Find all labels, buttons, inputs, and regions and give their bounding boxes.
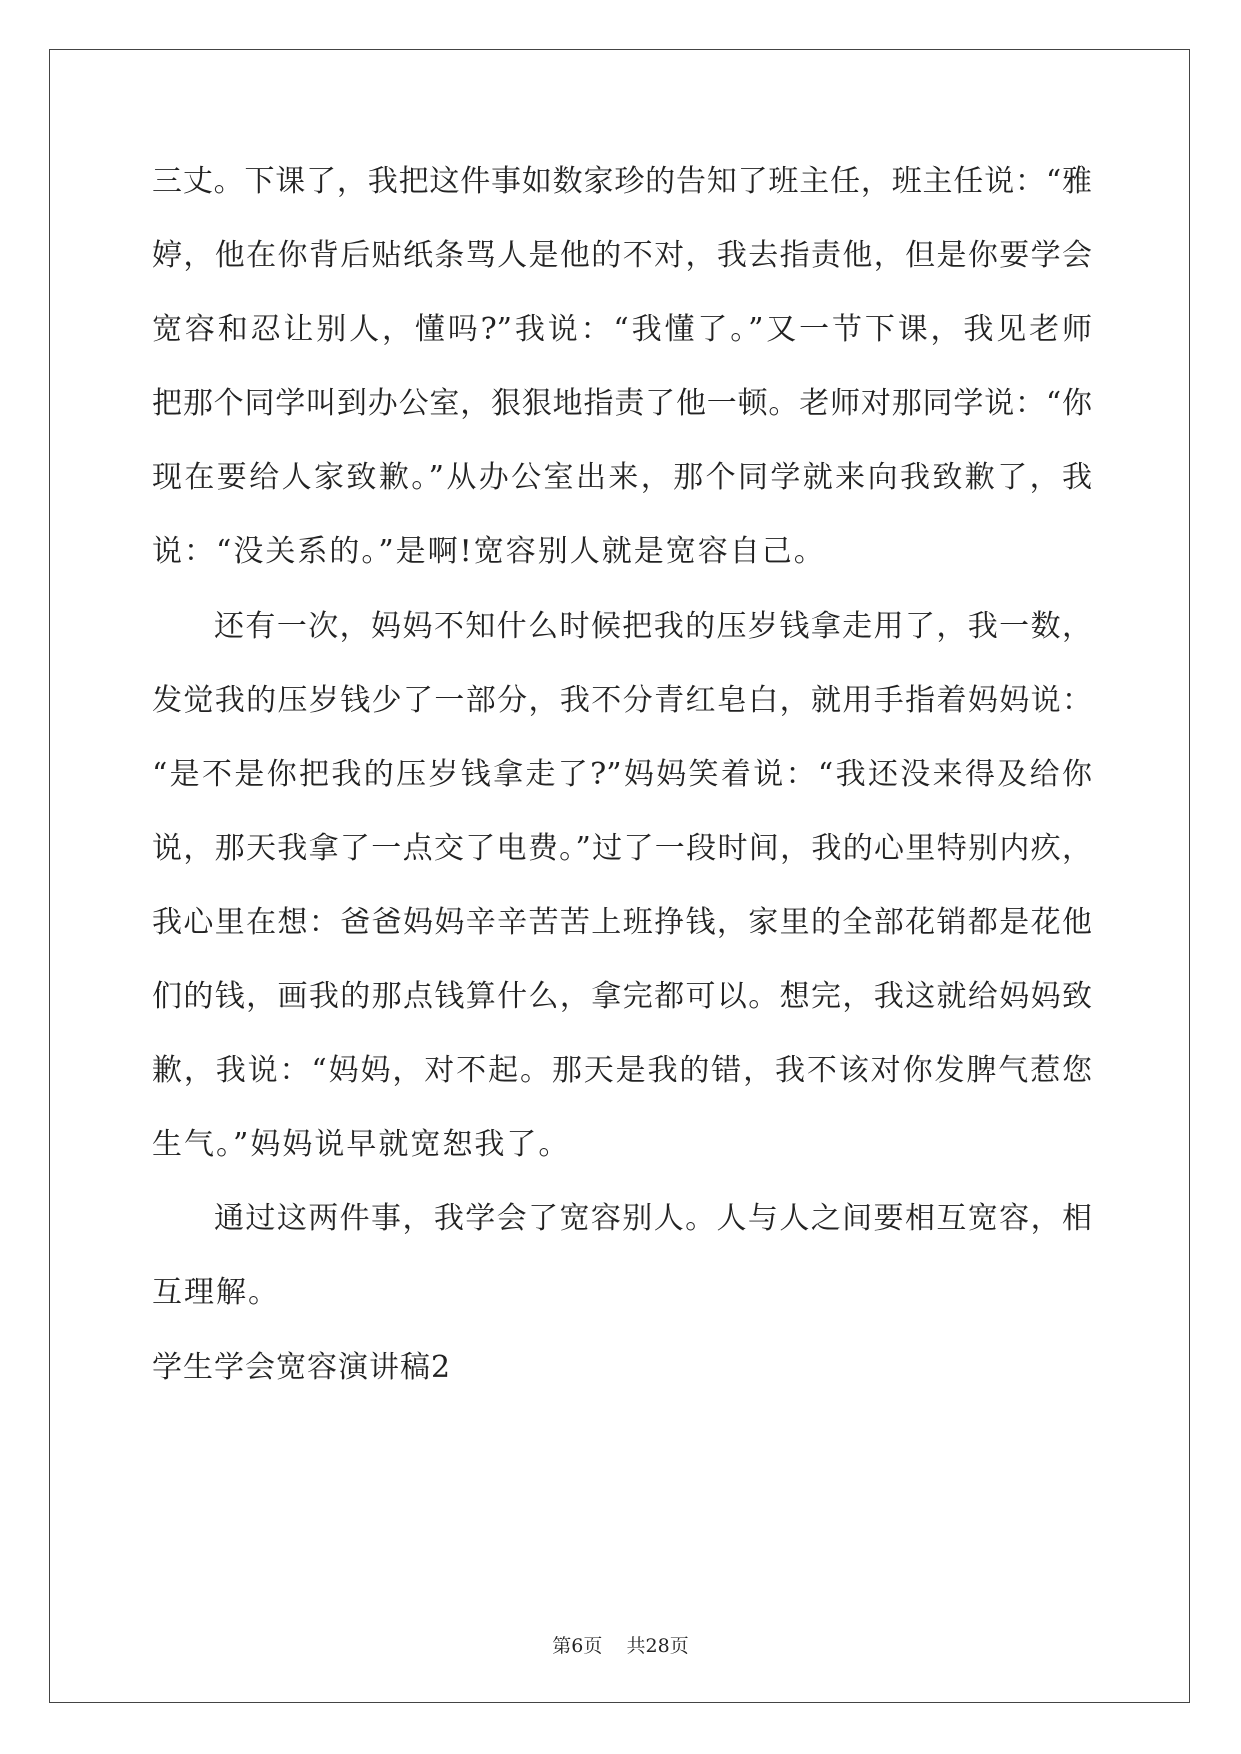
paragraph-line: 生气。”妈妈说早就宽恕我了。 (152, 1127, 571, 1162)
paragraph-line: 三丈。下课了，我把这件事如数家珍的告知了班主任，班主任说：“雅 (152, 164, 1092, 199)
page-footer (0, 1634, 1241, 1658)
paragraph-line: 现在要给人家致歉。”从办公室出来，那个同学就来向我致歉了，我 (152, 460, 1092, 495)
paragraph-line: 说，那天我拿了一点交了电费。”过了一段时间，我的心里特别内疚， (152, 831, 1092, 866)
paragraph-line: 说：“没关系的。”是啊!宽容别人就是宽容自己。 (152, 534, 826, 569)
page-total: 共28页 (626, 1635, 689, 1657)
paragraph-line: 婷，他在你背后贴纸条骂人是他的不对，我去指责他，但是你要学会 (152, 238, 1092, 273)
paragraph-line: 通过这两件事，我学会了宽容别人。人与人之间要相互宽容，相 (214, 1201, 1092, 1236)
paragraph-line: 互理解。 (152, 1275, 280, 1310)
paragraph-line: 我心里在想：爸爸妈妈辛辛苦苦上班挣钱，家里的全部花销都是花他 (152, 905, 1092, 940)
paragraph-line: 们的钱，画我的那点钱算什么，拿完都可以。想完，我这就给妈妈致 (152, 979, 1092, 1014)
section-heading: 学生学会宽容演讲稿2 (152, 1350, 452, 1385)
paragraph-line: 宽容和忍让别人，懂吗?”我说：“我懂了。”又一节下课，我见老师 (152, 312, 1092, 347)
paragraph-line: 歉，我说：“妈妈，对不起。那天是我的错，我不该对你发脾气惹您 (152, 1053, 1092, 1088)
page-border (49, 49, 1190, 1703)
paragraph-line: “是不是你把我的压岁钱拿走了?”妈妈笑着说：“我还没来得及给你 (152, 757, 1092, 792)
paragraph-line: 发觉我的压岁钱少了一部分，我不分青红皂白，就用手指着妈妈说： (152, 683, 1092, 718)
page-number: 第6页 (552, 1635, 603, 1657)
paragraph-line: 把那个同学叫到办公室，狠狠地指责了他一顿。老师对那同学说：“你 (152, 386, 1092, 421)
paragraph-line: 还有一次，妈妈不知什么时候把我的压岁钱拿走用了，我一数， (214, 609, 1092, 644)
